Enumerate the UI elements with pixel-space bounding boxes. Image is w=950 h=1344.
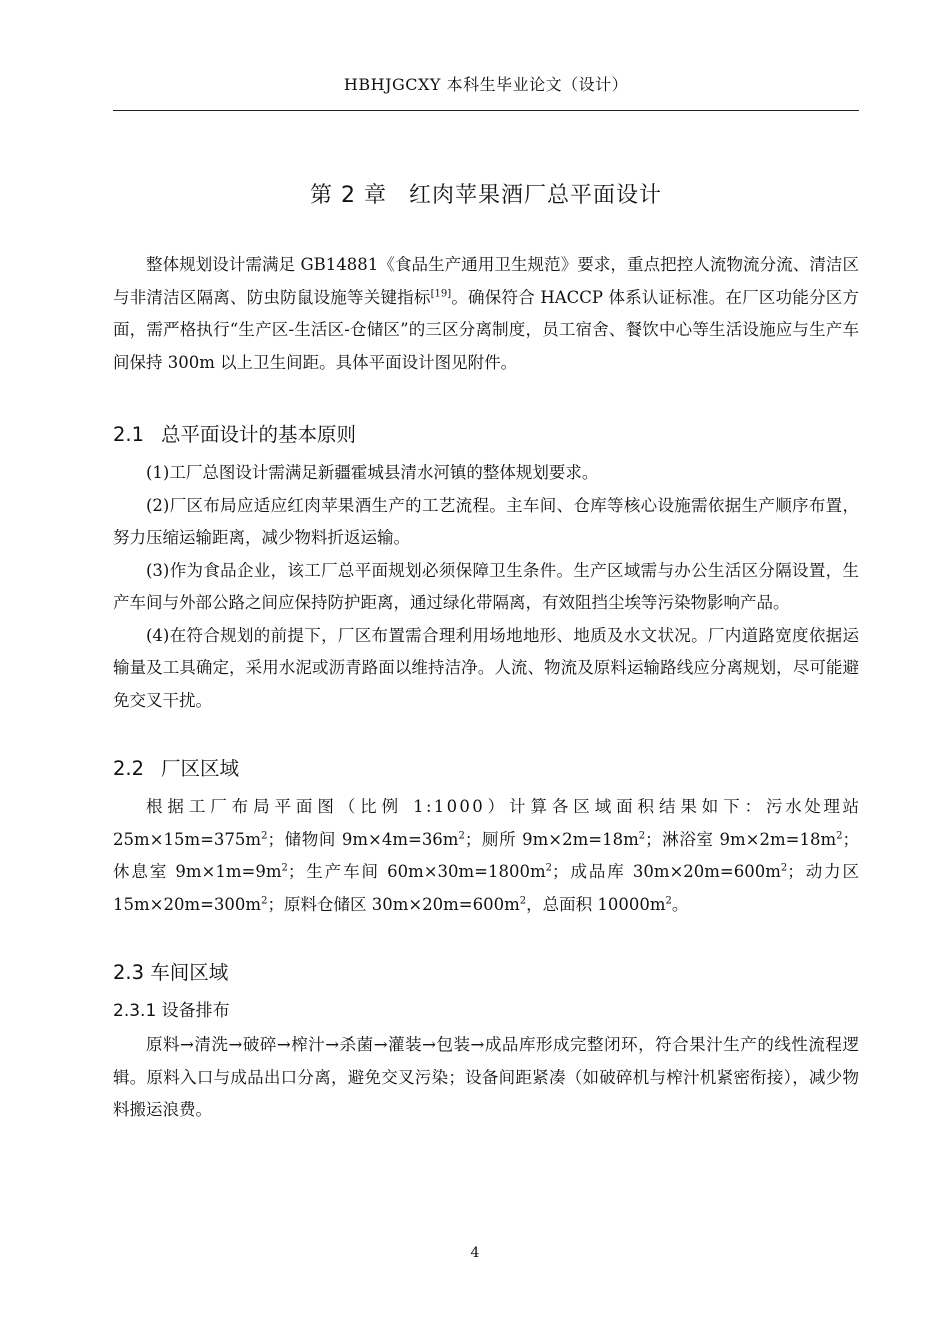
section-heading-2-2 bbox=[113, 753, 859, 785]
area-unit-exponent: 2 bbox=[638, 830, 646, 841]
area-name: 淋浴室 bbox=[661, 829, 720, 849]
area-calc: 9m×2m=18m bbox=[719, 829, 837, 849]
principle-item-1: (1)工厂总图设计需满足新疆霍城县清水河镇的整体规划要求。 bbox=[146, 463, 599, 482]
area-name: 休息室 bbox=[113, 862, 176, 881]
intro-text-1: 整体规划设计需满足 GB14881《食品生产通用卫生规范》要求，重点把控人流物流分流、清洁区与非清洁区隔离、防虫防鼠设施等关键指标 bbox=[113, 255, 859, 307]
intro-text-2: 。确保符合 HACCP 体系认证标准。在厂区功能分区方面，需严格执行“生产区-生活区-仓储区”的三区分离制度，员工宿舍、餐饮中心等生活设施应与生产车间保持 300m 以上卫生间距。具体平面设计图见附件。 bbox=[113, 287, 859, 372]
section-heading-2-1 bbox=[113, 419, 859, 451]
area-unit-exponent: 2 bbox=[545, 862, 553, 874]
total-unit-exponent: 2 bbox=[665, 895, 672, 906]
intro-paragraph bbox=[113, 249, 859, 379]
principle-item-3: (3)作为食品企业，该工厂总平面规划必须保障卫生条件。生产区域需与办公生活区分隔设置，生产车间与外部公路之间应保持防护距离，通过绿化带隔离，有效阻挡尘埃等污染物影响产品。 bbox=[113, 560, 859, 612]
area-name: 储物间 bbox=[283, 829, 342, 849]
principle-item-2: (2)厂区布局应适应红肉苹果酒生产的工艺流程。主车间、仓库等核心设施需依据生产顺序布置，努力压缩运输距离，减少物料折返运输。 bbox=[113, 495, 859, 547]
principle-item-4: (4)在符合规划的前提下，厂区布置需合理利用场地地形、地质及水文状况。厂内道路宽度依据运输量及工具确定，采用水泥或沥青路面以维持洁净。人流、物流及原料运输路线应分离规划，尽可能避免交叉干扰。 bbox=[113, 625, 859, 710]
area-calc: 15m×20m=300m bbox=[113, 894, 262, 914]
area-unit-exponent: 2 bbox=[281, 862, 288, 874]
total-value: 10000m bbox=[592, 894, 666, 914]
section-title: 总平面设计的基本原则 bbox=[161, 423, 357, 446]
area-list: 污水处理站 $25m\times 15m=375m^2$；储物间 $9m\times 4m=36m^2$；厕所 $9m\times 2m=18m^2$；淋浴室 $9m\times 2m=18m^2$；休息室 $9m\times 1m=9m^2$；生产车间 $60m\times 30m=1800m^2$；成品库 $30m\times 20m=600m^2$；动力区 $15m\times 20m=300m^2$；原料仓储区 $30m\times 20m=600m^2$，总面积 $10000m^2$。 bbox=[113, 797, 860, 914]
chapter-title bbox=[113, 178, 859, 209]
area-name: 厕所 bbox=[481, 829, 523, 849]
area-calc: 9m×1m=9m bbox=[175, 862, 282, 881]
area-unit-exponent: 2 bbox=[261, 895, 268, 906]
area-name: 生产车间 bbox=[304, 862, 388, 881]
citation: [19] bbox=[430, 288, 452, 299]
area-unit-exponent: 2 bbox=[458, 830, 465, 841]
section-title: 厂区区域 bbox=[161, 757, 240, 780]
header-rule bbox=[113, 110, 859, 111]
area-calc: 9m×2m=18m bbox=[522, 829, 639, 849]
page-number: 4 bbox=[470, 1245, 480, 1261]
total-label: 总面积 bbox=[542, 894, 593, 914]
area-unit-exponent: 2 bbox=[836, 830, 843, 841]
page-header: HBHJGCXY 本科生毕业论文（设计） bbox=[343, 75, 629, 94]
section-number: 2.1 bbox=[113, 423, 145, 446]
area-name: 原料仓储区 bbox=[283, 894, 372, 914]
area-unit-exponent: 2 bbox=[780, 862, 788, 874]
area-lead: 根据工厂布局平面图（比例 1:1000）计算各区域面积结果如下： bbox=[146, 797, 767, 816]
subsection-heading-2-3-1: 2.3.1 设备排布 bbox=[113, 1001, 230, 1021]
area-paragraph bbox=[113, 791, 859, 921]
chapter-name: 红肉苹果酒厂总平面设计 bbox=[408, 183, 662, 208]
area-calc: 30m×20m=600m bbox=[632, 862, 781, 881]
equipment-paragraph: 原料→清洗→破碎→榨汁→杀菌→灌装→包装→成品库形成完整闭环，符合果汁生产的线性流程逻辑。原料入口与成品出口分离，避免交叉污染；设备间距紧凑（如破碎机与榨汁机紧密衔接），减少物料搬运浪费。 bbox=[113, 1035, 859, 1119]
area-unit-exponent: 2 bbox=[519, 895, 527, 906]
area-name: 动力区 bbox=[803, 862, 860, 881]
area-name: 成品库 bbox=[568, 862, 633, 881]
area-calc: 30m×20m=600m bbox=[371, 894, 520, 914]
area-calc: 25m×15m=375m bbox=[113, 829, 262, 849]
area-calc: 9m×4m=36m bbox=[341, 829, 459, 849]
area-unit-exponent: 2 bbox=[261, 830, 268, 841]
section-heading-2-3: 2.3 车间区域 bbox=[113, 961, 229, 984]
area-calc: 60m×30m=1800m bbox=[387, 862, 546, 881]
page-content bbox=[113, 178, 859, 1127]
chapter-number: 第 2 章 bbox=[310, 183, 387, 208]
section-number: 2.2 bbox=[113, 757, 145, 780]
area-name: 污水处理站 bbox=[766, 797, 859, 816]
